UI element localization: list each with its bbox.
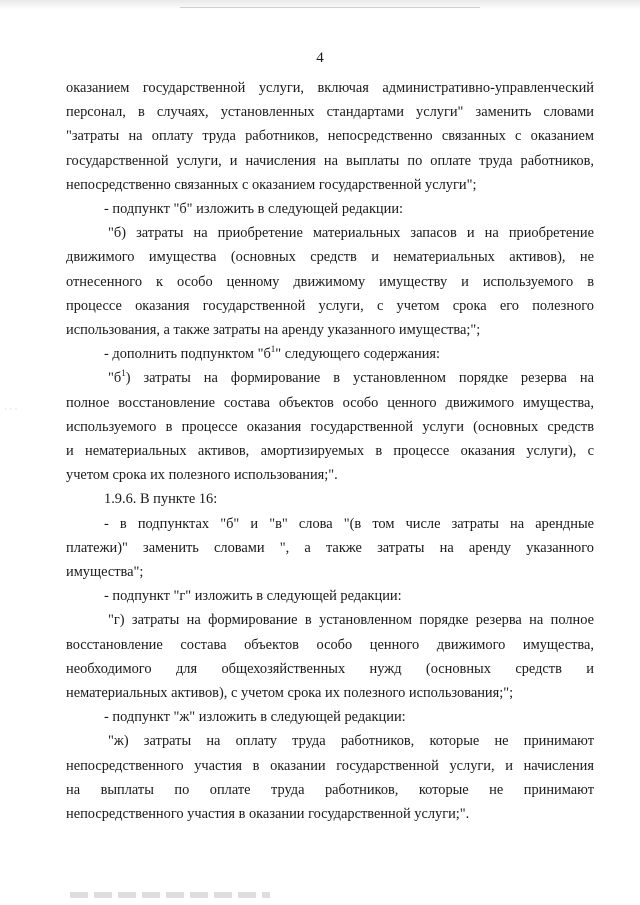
text-line: используемого в процессе оказания государственной услуги (основных средств <box>66 418 594 435</box>
paragraph <box>66 342 594 366</box>
text-fragment: " следующего содержания: <box>275 346 441 363</box>
text-line: - подпункт "г" изложить в следующей редакции: <box>104 588 402 605</box>
text-line <box>66 342 594 366</box>
text-fragment: - дополнить подпунктом "б <box>104 346 271 363</box>
paragraph <box>66 197 594 221</box>
superscript: 1 <box>121 368 126 379</box>
document-body <box>66 76 594 826</box>
text-line: учетом срока их полезного использования;". <box>66 467 338 484</box>
page-number: 4 <box>316 50 324 66</box>
text-fragment: "б <box>108 370 122 387</box>
paragraph-quote-zh <box>66 729 594 826</box>
scan-artifact-bottom <box>70 892 270 898</box>
paragraph-quote-b1 <box>66 366 594 487</box>
text-line: платежи)" заменить словами ", а также затраты на аренду указанного <box>66 539 594 556</box>
text-line: оказанием государственной услуги, включая административно-управленческий <box>66 80 594 96</box>
text-line: использования, а также затраты на аренду указанного имущества;"; <box>66 322 481 339</box>
scan-edge-shadow <box>0 0 640 10</box>
text-line: необходимого для общехозяйственных нужд (основных средств и <box>66 660 594 677</box>
text-line: - подпункт "б" изложить в следующей редакции: <box>104 201 404 218</box>
text-line: полное восстановление состава объектов особо ценного движимого имущества, <box>66 394 594 411</box>
text-line: непосредственно связанных с оказанием государственной услуги"; <box>66 176 477 193</box>
text-line: 1.9.6. В пункте 16: <box>104 491 218 508</box>
text-line: и нематериальных активов, амортизируемых в процессе оказания услуги), с <box>66 443 594 460</box>
scan-margin-specks: · · · <box>4 404 18 414</box>
paragraph <box>66 584 594 608</box>
paragraph <box>66 705 594 729</box>
text-line: персонал, в случаях, установленных стандартами услуги" заменить словами <box>66 104 594 121</box>
text-line: - в подпунктах "б" и "в" слова "(в том числе затраты на арендные <box>104 515 594 532</box>
section-heading <box>66 487 594 511</box>
text-line: имущества"; <box>66 564 144 581</box>
superscript: 1 <box>270 344 276 355</box>
text-line: - подпункт "ж" изложить в следующей редакции: <box>104 709 406 726</box>
text-line: на выплаты по оплате труда работников, которые не принимают <box>66 781 594 798</box>
text-line: отнесенного к особо ценному движимому имуществу и используемого в <box>66 273 594 290</box>
paragraph-quote-g <box>66 608 594 705</box>
paragraph-quote-b <box>66 221 594 342</box>
paragraph <box>66 512 594 585</box>
text-line: процессе оказания государственной услуги, с учетом срока его полезного <box>66 297 594 314</box>
text-line: "ж) затраты на оплату труда работников, которые не принимают <box>108 733 594 750</box>
text-line: "б) затраты на приобретение материальных запасов и на приобретение <box>108 225 594 242</box>
text-line: восстановление состава объектов особо ценного движимого имущества, <box>66 636 594 653</box>
paragraph <box>66 76 594 197</box>
text-line: "затраты на оплату труда работников, непосредственно связанных с оказанием <box>66 128 594 145</box>
scan-artifact-line <box>180 7 480 8</box>
text-fragment: ) затраты на формирование в установленном порядке резерва на <box>125 370 594 387</box>
text-line: непосредственного участия в оказании государственной услуги;". <box>66 806 470 823</box>
text-line: государственной услуги, и начисления на выплаты по оплате труда работников, <box>66 152 594 169</box>
text-line: "г) затраты на формирование в установленном порядке резерва на полное <box>108 612 594 629</box>
text-line <box>66 366 594 390</box>
text-line: нематериальных активов), с учетом срока их полезного использования;"; <box>66 685 514 702</box>
text-line: движимого имущества (основных средств и нематериальных активов), не <box>66 249 594 266</box>
text-line: непосредственного участия в оказании государственной услуги, и начисления <box>66 757 594 774</box>
